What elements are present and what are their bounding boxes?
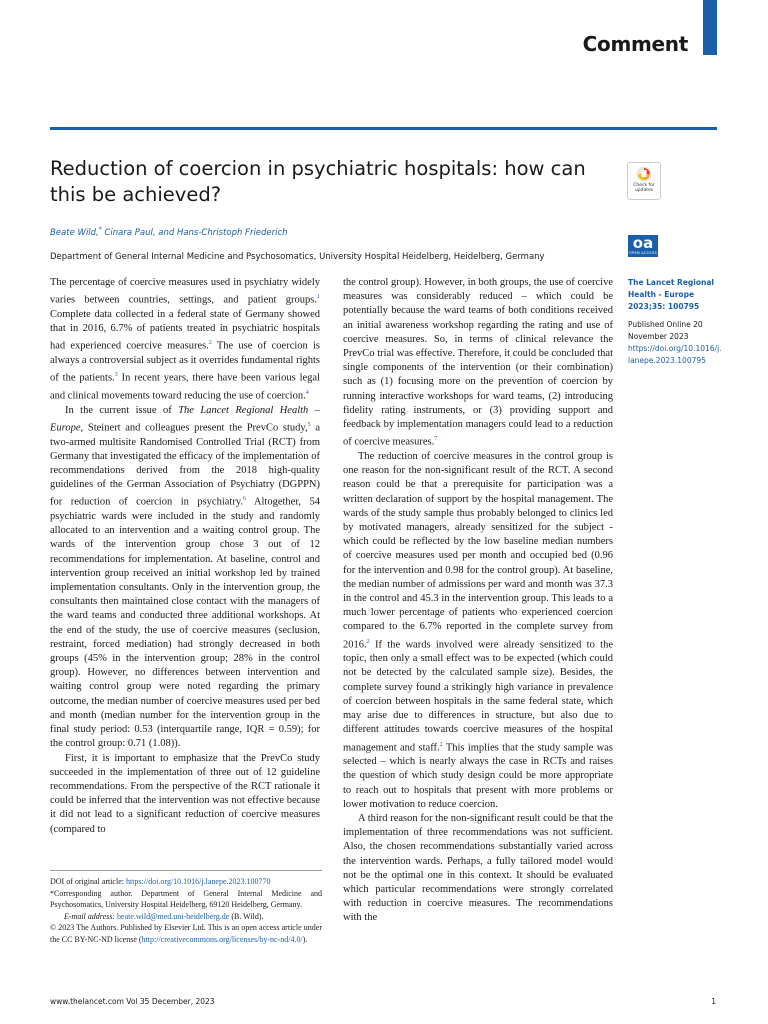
paragraph-1: The percentage of coercive measures used in psychiatry widely varies between countries, settings, and patient groups.$^1$ Complete data collected in a federal state of Germany showed that in 2016, 6.7% of patients treated in psychiatric hospitals had experienced coercive measures.$^2$ The use of coercion is always a controversial subject as it overrides fundamental rights of the patients.$^3$ In recent years, there have been various legal and clinical movements toward reducing the use of coercion.$^4$ [50, 277, 321, 402]
section-label: Comment [582, 32, 688, 56]
body-column-2 [343, 276, 613, 926]
paragraph-2: In the current issue of The Lancet Regional Health – Europe, Steinert and colleagues present the PrevCo study,$^5$ a two-armed multisite Randomised Controlled Trial (RCT) from Germany that investigated the efficacy of the implementation of recommendations derived from the 2018 high-quality guidelines of the German Association of Psychiatry (DGPPN) for reduction of coercion in psychiatry.$^6$ Altogether, 54 psychiatric wards were included in the study and randomly allocated to an intervention and a waiting control group. The wards of the intervention group chose 3 out of 12 recommendations for implementation. At baseline, control and intervention group received an initial workshop led by trained implementation consultants. Only in the intervention group, the consultants then maintained close contact with the managers of the ward teams and conducted three additional workshops. At the end of the study, the use of coercive measures (seclusion, restraint, forced mediation) had strongly decreased in both groups (45% in the intervention group; 28% in the control group). However, no differences between intervention and waiting control group were noted regarding the primary outcome, the median number of coercive measures used per bed and month (median number for the intervention group in the final study period: 0.53 (interquartile range, IQR = 0.59); for the control group: 0.71 (1.08)). [50, 404, 320, 750]
license-link[interactable]: http://creativecommons.org/licenses/by-nc-nd/4.0/ [141, 934, 303, 944]
oa-logo-text: oa [632, 234, 654, 252]
author-rest[interactable]: Cinara Paul, and Hans-Christoph Friederich [101, 227, 288, 238]
paragraph-5: The reduction of coercive measures in the control group is one reason for the non-significant result of the RCT. A second reason could be that a prerequisite for participation was a written declaration of support by the hospital management. The wards of the study sample thus probably belonged to clinics led by motivated managers, already sensitized for the subject - which could be reflected by the low baseline median numbers of coercive measures used per month and occupied bed (0.96 for the intervention and 0.98 for the control group). At baseline, the median number of admissions per ward and month was 37.3 in the control and 45.3 in the intervention group. This leads to a much lower percentage of patients who experienced coercion compared to the 6.7% reported in the complete survey from 2016.$^2$ If the wards involved were already sensitized to the topic, then only a small effect was to be expected (which could not be detected by the calculated sample size). Besides, the complete survey found a strikingly high variance in prevalence of coercion between hospitals in the same federal state, which may arise due to differences in structure, but also due to different attitudes towards coercive measures of the hospital management and staff.$^2$ This implies that the study sample was selected – which is nearly always the case in RCTs and raises the question of which study design could be more appropriate to reach out to hospitals that present with more problems or lower motivation to reduce coercion. [343, 450, 613, 810]
footnote-rule [50, 870, 322, 871]
header-rule [50, 127, 717, 130]
footnote [50, 876, 322, 945]
author-list[interactable] [50, 226, 288, 238]
check-for-updates-icon [636, 166, 652, 182]
affiliation: Department of General Internal Medicine and Psychosomatics, University Hospital Heidelberg, Heidelberg, Germany [50, 252, 545, 262]
oa-caption: OPEN ACCESS [629, 251, 657, 255]
journal-citation: The Lancet Regional Health - Europe 2023;35: 100795 [628, 278, 714, 311]
paragraph-6: A third reason for the non-significant result could be that the implementation of three recommendations was not sufficient. Also, the chosen recommendations substantially varied across the intervention wards. Perhaps, a fully tailored model would not be the optimal one in this context. It should be evaluated which particular recommendations were strongly correlated with reduction in coercive measures. The recommendations with the [343, 813, 613, 924]
corresponding-mark: * [98, 226, 102, 233]
paragraph-4: the control group). However, in both groups, the use of coercive measures was considerably reduced – which could be potentially because the ward teams of both conditions received an initial awareness workshop regarding the rating and use of coercive measures. So, in terms of clinical relevance the PrevCo trial was effective. Therefore, it could be concluded that single components of the intervention (or their combination) such as (1) focusing more on the prevention of coercion by running interactive workshops for ward teams, (2) introducing fidelity rating instruments, or (3) providing support and feedback by implementation managers could lead to a reduction of coercive measures.$^7$ [343, 277, 613, 448]
header-accent-bar [703, 0, 717, 55]
page-number: 1 [711, 997, 716, 1006]
article-title: Reduction of coercion in psychiatric hospitals: how can this be achieved? [50, 157, 586, 206]
check-for-updates-badge[interactable] [627, 162, 661, 200]
author-first[interactable]: Beate Wild, [50, 227, 99, 238]
license-line: © 2023 The Authors. Published by Elsevier Ltd. This is an open access article under the CC BY-NC-ND license (http://creativecommons.org/licenses/by-nc-nd/4.0/). [50, 923, 322, 944]
corresponding-author: *Corresponding author. Department of General Internal Medicine and Psychosomatics, University Hospital Heidelberg, 69120 Heidelberg, Germany. [50, 888, 322, 909]
sidebar-meta [628, 277, 723, 367]
body-column-1 [50, 276, 320, 837]
email-link[interactable]: beate.wild@med.uni-heidelberg.de [117, 911, 230, 921]
check-label-2: updates [634, 188, 654, 193]
email-line: E-mail address: beate.wild@med.uni-heidelberg.de (B. Wild). [64, 911, 264, 921]
footer-journal: www.thelancet.com Vol 35 December, 2023 [50, 997, 215, 1006]
original-doi-link[interactable]: https://doi.org/10.1016/j.lanepe.2023.100770 [125, 877, 271, 886]
doi-link[interactable]: https://doi.org/10.1016/j.lanepe.2023.100795 [628, 344, 722, 365]
check-label-1: Check for [633, 183, 655, 188]
paragraph-3: First, it is important to emphasize that the PrevCo study succeeded in the implementation of three out of 12 guideline recommendations. From the perspective of the RCT rationale it could be inferred that the intervention was not effective because it did not lead to a significant reduction of coercive measures (compared to [50, 752, 320, 835]
open-access-badge [628, 235, 658, 257]
original-doi: DOI of original article: https://doi.org/10.1016/j.lanepe.2023.100770 [50, 877, 271, 886]
published-date: Published Online 20 November 2023 [628, 320, 703, 341]
